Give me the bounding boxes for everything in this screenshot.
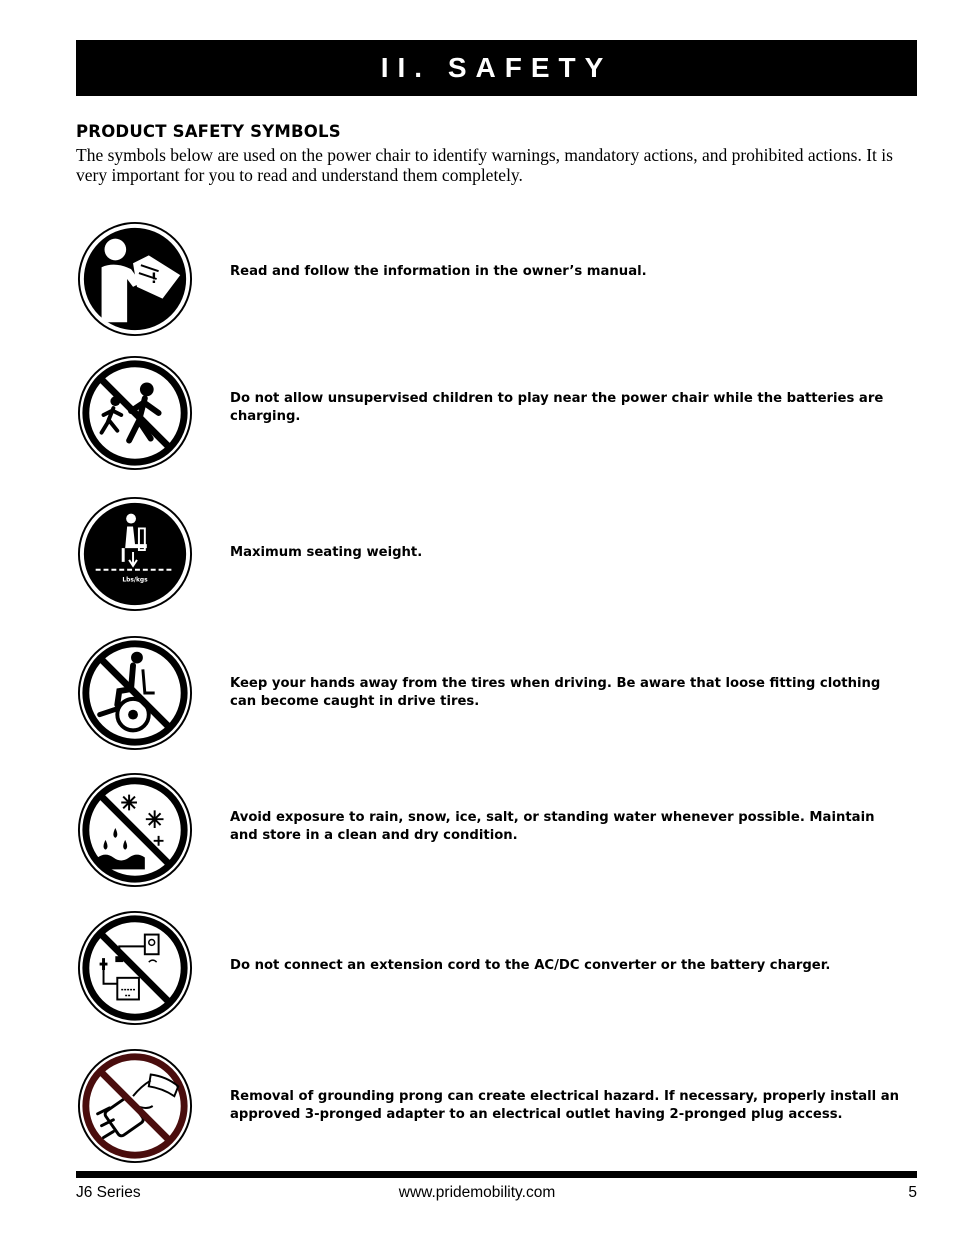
symbol-description: Read and follow the information in the owner’s manual. — [230, 264, 647, 279]
read-manual-icon — [76, 220, 194, 338]
page-number: 5 — [908, 1184, 917, 1201]
symbol-description: Avoid exposure to rain, snow, ice, salt, or standing water whenever possible. Maintain and store in a clean and dry condition. — [230, 810, 875, 843]
grounding-prong-icon — [76, 1047, 194, 1165]
avoid-water-snow-icon — [76, 771, 194, 889]
section-title-banner — [76, 40, 917, 96]
footer-website: www.pridemobility.com — [398, 1184, 556, 1201]
symbol-description: Removal of grounding prong can create electrical hazard. If necessary, properly install an approved 3-pronged adapter to an electrical outlet having 2-pronged plug access. — [230, 1089, 900, 1122]
symbol-description: Maximum seating weight. — [230, 545, 423, 560]
hands-away-from-tires-icon — [76, 634, 194, 752]
symbol-description: Do not allow unsupervised children to play near the power chair while the batteries are charging. — [230, 391, 884, 424]
symbol-description: Keep your hands away from the tires when driving. Be aware that loose fitting clothing can become caught in drive tires. — [230, 676, 881, 709]
symbol-description: Do not connect an extension cord to the AC/DC converter or the battery charger. — [230, 958, 831, 973]
intro-paragraph: The symbols below are used on the power chair to identify warnings, mandatory actions, and prohibited actions. It is very important for you to read and understand them completely. — [76, 145, 893, 185]
section-title: II. SAFETY — [380, 52, 613, 83]
footer-rule — [76, 1171, 917, 1178]
footer-series: J6 Series — [76, 1184, 141, 1201]
weight-unit-label: Lbs/kgs — [122, 577, 148, 584]
svg-text:!: ! — [150, 270, 158, 287]
no-extension-cord-icon — [76, 909, 194, 1027]
section-heading: PRODUCT SAFETY SYMBOLS — [76, 122, 341, 141]
max-seating-weight-icon — [76, 495, 194, 613]
no-children-playing-icon — [76, 354, 194, 472]
